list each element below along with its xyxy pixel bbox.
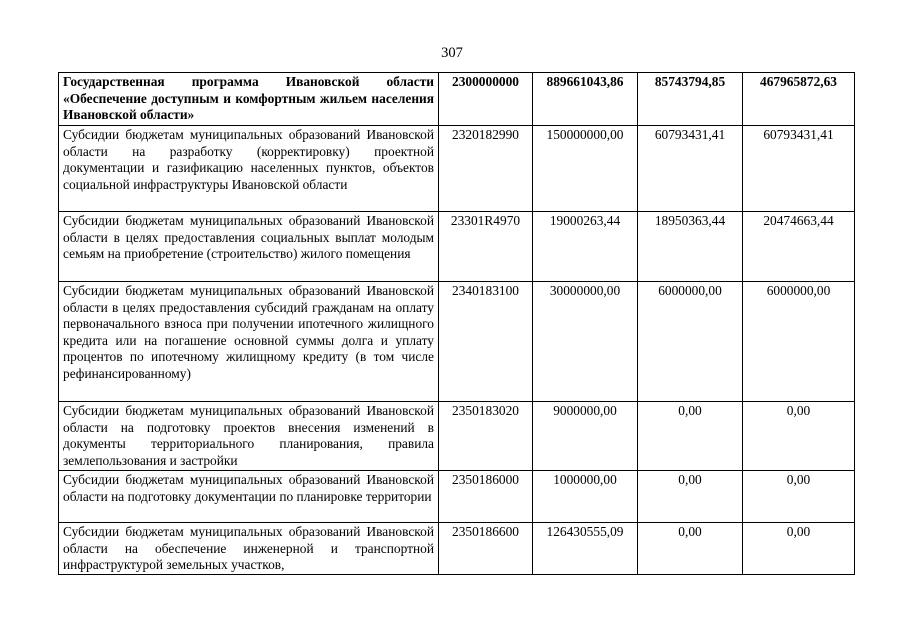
row-amount-3: 467965872,63: [743, 73, 855, 126]
table-row: [59, 471, 855, 523]
row-description: Государственная программа Ивановской области «Обеспечение доступным и комфортным жильем населения Ивановской области»: [59, 73, 439, 126]
table-row: [59, 282, 855, 402]
row-description: Субсидии бюджетам муниципальных образований Ивановской области в целях предоставления социальных выплат молодым семьям на приобретение (строительство) жилого помещения: [59, 212, 439, 282]
row-amount-1: 1000000,00: [533, 471, 638, 523]
page-number: 307: [441, 45, 463, 61]
row-amount-3: 6000000,00: [743, 282, 855, 402]
table-row: [59, 402, 855, 471]
row-amount-1: 19000263,44: [533, 212, 638, 282]
row-amount-2: 0,00: [638, 402, 743, 471]
row-amount-3: 0,00: [743, 402, 855, 471]
row-target-code: 2350186000: [439, 471, 533, 523]
row-amount-2: 6000000,00: [638, 282, 743, 402]
row-amount-3: 0,00: [743, 523, 855, 575]
row-target-code: 2300000000: [439, 73, 533, 126]
row-amount-1: 9000000,00: [533, 402, 638, 471]
row-target-code: 2350186600: [439, 523, 533, 575]
row-amount-2: 0,00: [638, 471, 743, 523]
row-amount-3: 60793431,41: [743, 126, 855, 212]
row-description: Субсидии бюджетам муниципальных образований Ивановской области в целях предоставления субсидий гражданам на оплату первоначального взноса при получении ипотечного жилищного кредита или на погашение основной суммы долга и уплату процентов по ипотечному жилищному кредиту (в том числе рефинансированному): [59, 282, 439, 402]
row-description: Субсидии бюджетам муниципальных образований Ивановской области на подготовку документации по планировке территории: [59, 471, 439, 523]
row-amount-2: 85743794,85: [638, 73, 743, 126]
row-amount-1: 126430555,09: [533, 523, 638, 575]
row-amount-1: 889661043,86: [533, 73, 638, 126]
row-amount-1: 150000000,00: [533, 126, 638, 212]
row-description: Субсидии бюджетам муниципальных образований Ивановской области на подготовку проектов внесения изменений в документы территориального планирования, правила землепользования и застройки: [59, 402, 439, 471]
row-amount-2: 60793431,41: [638, 126, 743, 212]
table-row-program: [59, 73, 855, 126]
row-description: Субсидии бюджетам муниципальных образований Ивановской области на разработку (корректировку) проектной документации и газификацию населенных пунктов, объектов социальной инфраструктуры Ивановской области: [59, 126, 439, 212]
table-row: [59, 212, 855, 282]
table-row: [59, 126, 855, 212]
row-amount-2: 18950363,44: [638, 212, 743, 282]
row-amount-3: 20474663,44: [743, 212, 855, 282]
row-target-code: 23301R4970: [439, 212, 533, 282]
budget-table: [58, 72, 855, 575]
row-target-code: 2350183020: [439, 402, 533, 471]
row-target-code: 2340183100: [439, 282, 533, 402]
row-amount-3: 0,00: [743, 471, 855, 523]
table-row: [59, 523, 855, 575]
row-target-code: 2320182990: [439, 126, 533, 212]
row-amount-1: 30000000,00: [533, 282, 638, 402]
row-amount-2: 0,00: [638, 523, 743, 575]
row-description: Субсидии бюджетам муниципальных образований Ивановской области на обеспечение инженерной и транспортной инфраструктурой земельных участков,: [59, 523, 439, 575]
